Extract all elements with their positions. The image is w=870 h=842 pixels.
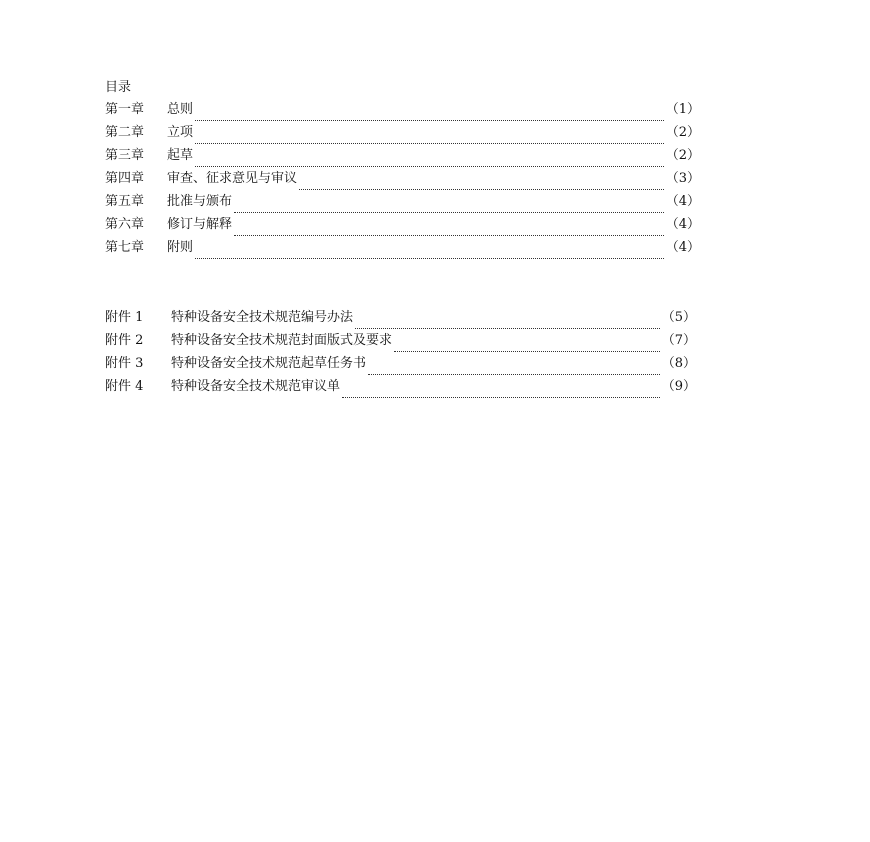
- chapter-label: 第七章: [105, 240, 145, 255]
- appendix-label: 附件 1: [105, 310, 144, 325]
- toc-entry: [105, 310, 696, 333]
- appendix-list: [105, 310, 696, 402]
- chapter-label: 第四章: [105, 171, 145, 186]
- chapter-title: 附则: [167, 240, 194, 255]
- appendix-label: 附件 4: [105, 379, 144, 394]
- chapter-label: 第五章: [105, 194, 145, 209]
- page-number: （4）: [665, 194, 700, 209]
- appendix-title: 特种设备安全技术规范编号办法: [171, 310, 354, 325]
- appendix-label: 附件 3: [105, 356, 144, 371]
- toc-entry: [105, 102, 700, 125]
- chapter-label: 第三章: [105, 148, 145, 163]
- chapter-label: 第一章: [105, 102, 145, 117]
- dot-leader: [195, 142, 664, 144]
- page-number: （4）: [665, 240, 700, 255]
- toc-entry: [105, 379, 696, 402]
- page-number: （3）: [665, 171, 700, 186]
- toc-entry: [105, 333, 696, 356]
- page-number: （4）: [665, 217, 700, 232]
- toc-entry: [105, 125, 700, 148]
- dot-leader: [234, 211, 664, 213]
- appendix-title: 特种设备安全技术规范起草任务书: [171, 356, 367, 371]
- toc-entry: [105, 217, 700, 240]
- chapter-label: 第六章: [105, 217, 145, 232]
- chapter-label: 第二章: [105, 125, 145, 140]
- toc-entry: [105, 171, 700, 194]
- page-number: （9）: [661, 379, 696, 394]
- toc-title: 目录: [105, 80, 132, 95]
- appendix-title: 特种设备安全技术规范审议单: [171, 379, 341, 394]
- page-number: （8）: [661, 356, 696, 371]
- dot-leader: [394, 350, 660, 352]
- toc-entry: [105, 194, 700, 217]
- chapter-title: 审查、征求意见与审议: [167, 171, 298, 186]
- page-number: （5）: [661, 310, 696, 325]
- dot-leader: [195, 257, 664, 259]
- chapter-title: 起草: [167, 148, 194, 163]
- toc-entry: [105, 240, 700, 263]
- dot-leader: [299, 188, 664, 190]
- toc-entry: [105, 356, 696, 379]
- dot-leader: [195, 165, 664, 167]
- dot-leader: [368, 373, 660, 375]
- page-number: （7）: [661, 333, 696, 348]
- chapter-list: [105, 102, 700, 263]
- dot-leader: [355, 327, 660, 329]
- chapter-title: 立项: [167, 125, 194, 140]
- toc-entry: [105, 148, 700, 171]
- dot-leader: [195, 119, 664, 121]
- page-number: （2）: [665, 125, 700, 140]
- appendix-title: 特种设备安全技术规范封面版式及要求: [171, 333, 393, 348]
- dot-leader: [234, 234, 664, 236]
- page-number: （2）: [665, 148, 700, 163]
- chapter-title: 总则: [167, 102, 194, 117]
- appendix-label: 附件 2: [105, 333, 144, 348]
- dot-leader: [342, 396, 660, 398]
- chapter-title: 修订与解释: [167, 217, 233, 232]
- chapter-title: 批准与颁布: [167, 194, 233, 209]
- page-number: （1）: [665, 102, 700, 117]
